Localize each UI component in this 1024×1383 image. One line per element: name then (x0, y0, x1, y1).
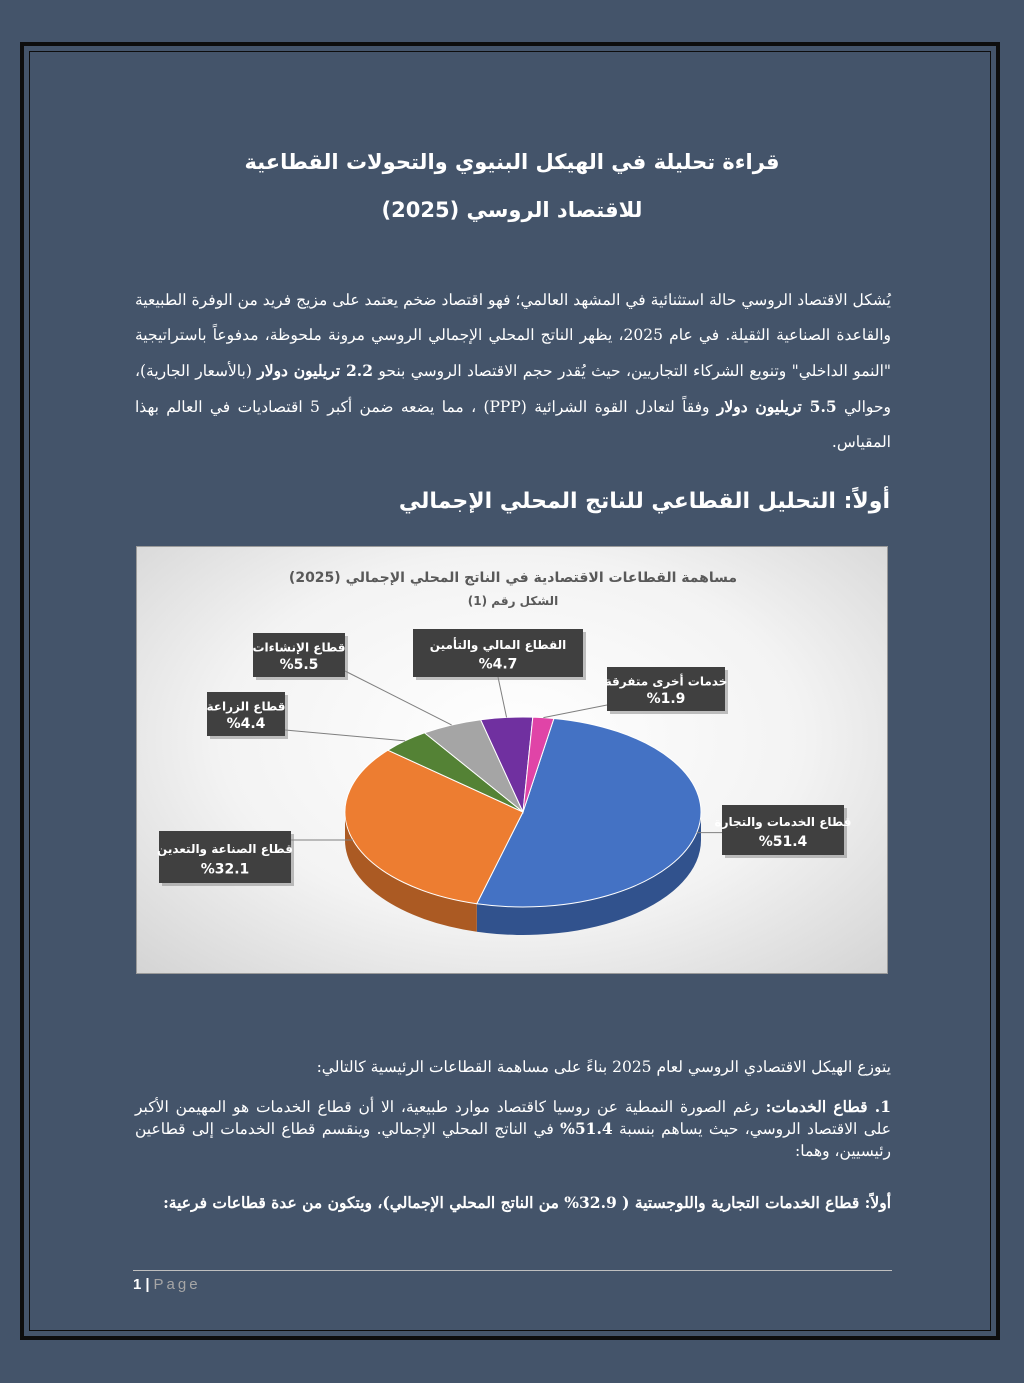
chart-subtitle: الشكل رقم (1) (467, 594, 559, 608)
slice-name-label-0: قطاع الخدمات والتجارة (714, 815, 852, 829)
slice-name-label-5: خدمات أخرى متفرقة (604, 674, 728, 689)
slice-value-label-5: %1.9 (646, 691, 686, 708)
services-item-title: 1. قطاع الخدمات: (765, 1097, 891, 1116)
leader-line-4 (498, 677, 507, 717)
slice-value-label-1: %32.1 (200, 861, 250, 878)
slice-value-label-4: %4.7 (478, 656, 518, 673)
section-heading: أولاً: التحليل القطاعي للناتج المحلي الإجمالي (398, 489, 890, 514)
gdp-sector-chart (136, 546, 888, 974)
slice-name-label-4: القطاع المالي والتأمين (429, 638, 567, 653)
slice-name-label-1: قطاع الصناعة والتعدين (157, 841, 293, 856)
pie-group (345, 717, 701, 935)
services-item (135, 1096, 891, 1162)
services-item-share: 51.4% (560, 1119, 613, 1138)
slice-value-label-0: %51.4 (758, 834, 808, 850)
slice-name-label-3: قطاع الإنشاءات (252, 640, 346, 655)
leader-line-5 (543, 705, 607, 718)
intro-text-3: وفقاً لتعادل القوة الشرائية (PPP) ، مما يضعه ضمن أكبر 5 اقتصاديات في العالم بهذا المقياس. (135, 398, 891, 451)
footer-divider (133, 1270, 892, 1271)
footer-separator: | (145, 1276, 150, 1293)
intro-text-1: يُشكل الاقتصاد الروسي حالة استثنائية في المشهد العالمي؛ فهو اقتصاد ضخم يعتمد على مزيج فريد من الوفرة الطبيعية والقاعدة الصناعية الثقيلة. في عام 2025، يظهر الناتج المحلي الإجمالي الروسي مرونة ملحوظة، مدفوعاً باستراتيجية "النمو الداخلي" وتنويع الشركاء التجاريين، حيث يُقدر حجم الاقتصاد الروسي بنحو (135, 291, 891, 380)
intro-gdp-ppp: 5.5 تريليون دولار (716, 397, 837, 416)
services-item-text-a: رغم الصورة النمطية عن روسيا كاقتصاد موارد طبيعية، الا أن قطاع الخدمات هو المهيمن الأكبر على الاقتصاد الروسي، حيث يساهم بنسبة (135, 1098, 891, 1138)
page-word: Page (153, 1276, 201, 1293)
intro-gdp-nominal: 2.2 تريليون دولار (257, 361, 373, 380)
page-title-line1: قراءة تحليلة في الهيكل البنيوي والتحولات القطاعية (244, 150, 780, 174)
services-subsection-heading: أولاً: قطاع الخدمات التجارية واللوجستية ( 32.9% من الناتج المحلي الإجمالي)، ويتكون من عدة قطاعات فرعية: (163, 1193, 891, 1212)
page-number: 1 (133, 1276, 142, 1293)
sectors-lead: يتوزع الهيكل الاقتصادي الروسي لعام 2025 بناءً على مساهمة القطاعات الرئيسية كالتالي: (316, 1058, 891, 1076)
page-footer (133, 1276, 201, 1293)
slice-value-label-3: %5.5 (279, 657, 319, 674)
intro-text-2: (بالأسعار الجارية)، وحوالي (135, 362, 892, 416)
slice-value-label-2: %4.4 (226, 716, 266, 733)
slice-name-label-2: قطاع الزراعة (206, 699, 286, 714)
pie-chart-svg (137, 547, 889, 975)
services-item-text-b: في الناتج المحلي الإجمالي. وينقسم قطاع الخدمات إلى قطاعين رئيسيين، وهما: (135, 1120, 891, 1160)
intro-paragraph (135, 283, 891, 460)
chart-title: مساهمة القطاعات الاقتصادية في الناتج المحلي الإجمالي (2025) (288, 570, 738, 586)
leader-line-2 (285, 730, 405, 741)
page-title-line2: للاقتصاد الروسي (2025) (381, 198, 643, 222)
